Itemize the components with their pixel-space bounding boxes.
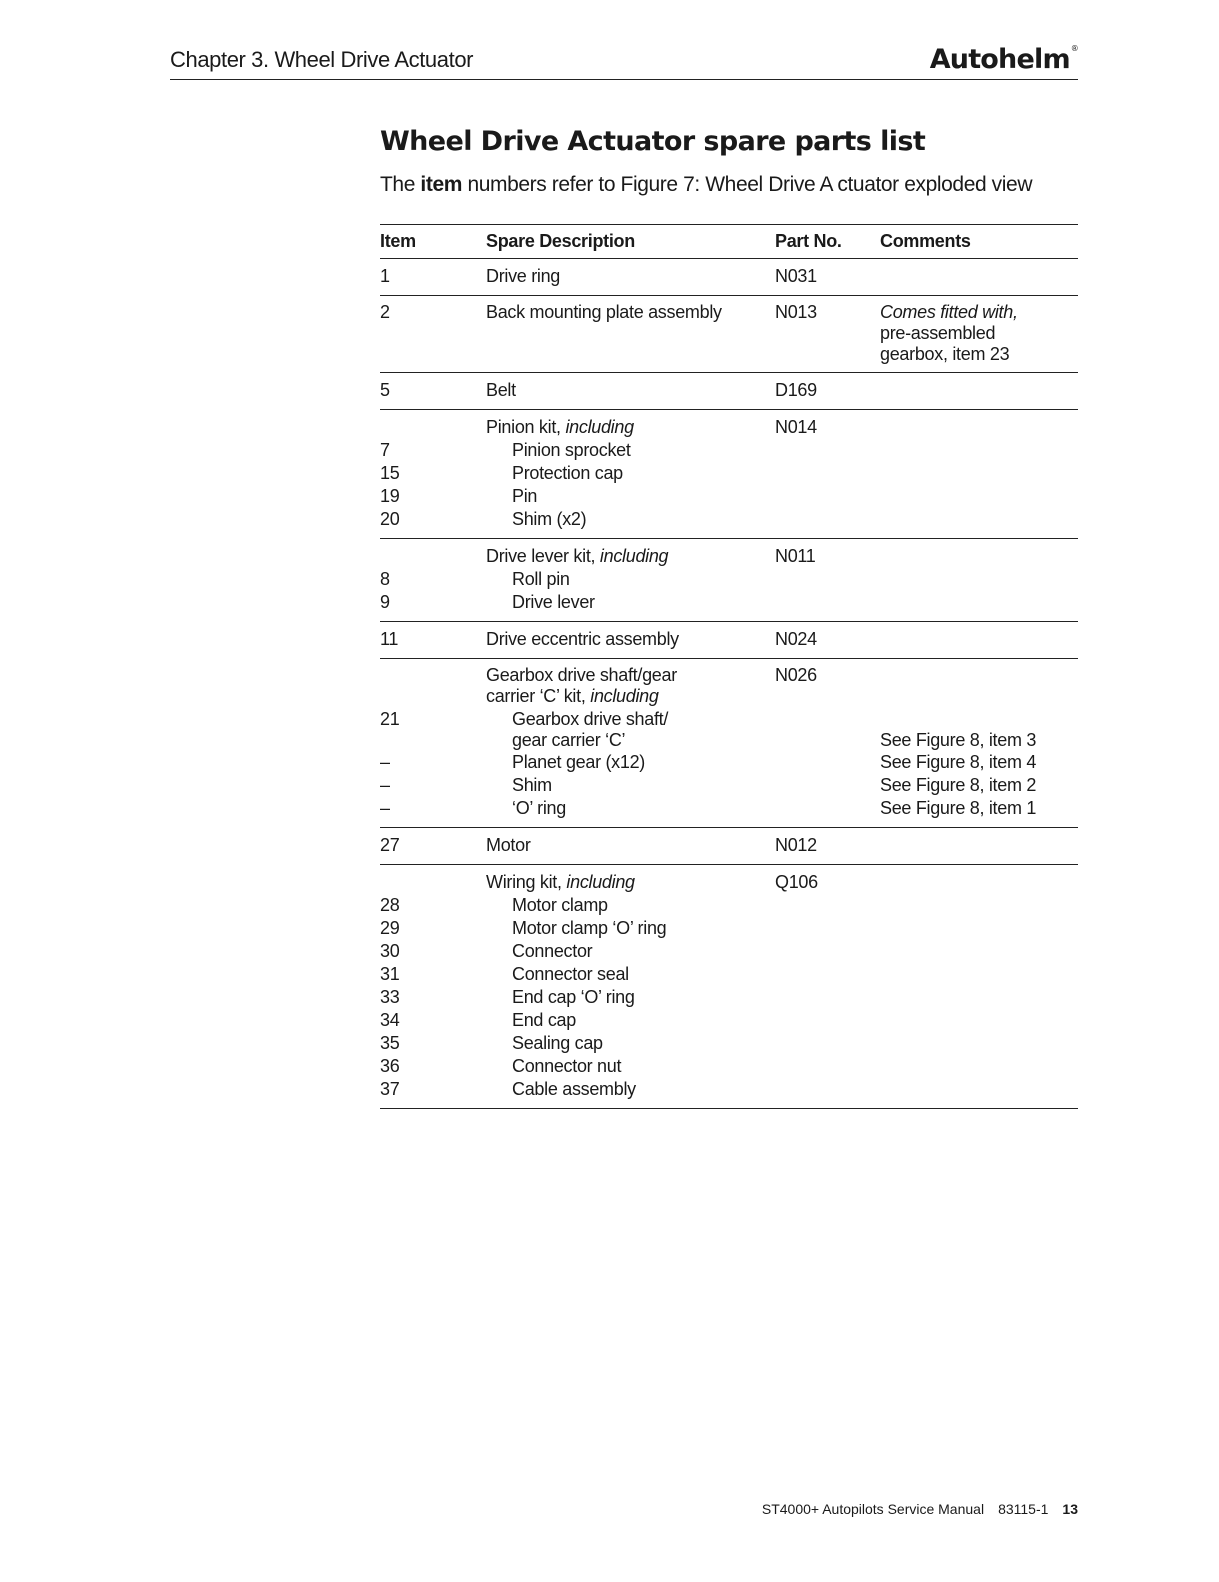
table-row (380, 1055, 1078, 1078)
table-row (380, 628, 1078, 651)
table-row (380, 462, 1078, 485)
kit-description (486, 871, 775, 894)
brand-name: Autohelm (929, 44, 1070, 75)
intro-post: numbers refer to Figure 7: Wheel Drive A ctuator exploded view (462, 173, 1033, 196)
spare-description: End cap (512, 1010, 576, 1030)
table-row (380, 1032, 1078, 1055)
spare-description: Drive lever (512, 592, 595, 612)
item-number: 1 (380, 266, 390, 286)
item-number: 7 (380, 440, 390, 460)
kit-name: Pinion kit, (486, 417, 566, 437)
item-number: 33 (380, 987, 400, 1007)
page-number: 13 (1062, 1501, 1078, 1517)
spare-parts-table (380, 224, 1078, 1109)
table-row-group (380, 259, 1078, 296)
table-row (380, 379, 1078, 402)
table-row (380, 797, 1078, 820)
table-header (380, 225, 1078, 259)
comment: See Figure 8, item 1 (880, 798, 1037, 818)
table-row (380, 1078, 1078, 1101)
item-number (380, 871, 486, 894)
item-number (380, 416, 486, 439)
table-row (380, 439, 1078, 462)
item-number: 2 (380, 302, 390, 322)
table-row (380, 963, 1078, 986)
part-number: N031 (775, 266, 817, 286)
spare-description: Roll pin (512, 569, 570, 589)
part-number (775, 751, 880, 774)
table-row-group (380, 296, 1078, 373)
item-number: 36 (380, 1056, 400, 1076)
item-number: 19 (380, 486, 400, 506)
part-number: N012 (775, 835, 817, 855)
item-number: 8 (380, 569, 390, 589)
comment: See Figure 8, item 4 (880, 752, 1037, 772)
spare-description: Drive eccentric assembly (486, 629, 679, 649)
intro-bold: item (420, 173, 463, 196)
table-row-group (380, 828, 1078, 865)
table-row (380, 591, 1078, 614)
table-row (380, 302, 1078, 365)
table-row (380, 508, 1078, 531)
part-number: Q106 (775, 872, 818, 892)
table-row (380, 917, 1078, 940)
description-line: gear carrier ‘C’ (512, 730, 626, 750)
part-number: N024 (775, 629, 817, 649)
table-row (380, 751, 1078, 774)
kit-including: including (565, 417, 634, 437)
item-number: 37 (380, 1079, 400, 1099)
spare-description: Drive ring (486, 266, 561, 286)
item-number: 5 (380, 380, 390, 400)
comment-line: pre-assembled (880, 323, 996, 343)
table-row (380, 485, 1078, 508)
table-row-group (380, 659, 1078, 828)
spare-description: End cap ‘O’ ring (512, 987, 635, 1007)
comment (880, 628, 1078, 651)
part-number: N011 (775, 546, 816, 566)
table-row (380, 709, 1078, 751)
spare-description: Connector seal (512, 964, 629, 984)
table-row (380, 834, 1078, 857)
registered-mark: ® (1070, 44, 1078, 53)
part-number: N013 (775, 302, 817, 322)
kit-name: Gearbox drive shaft/gear (486, 665, 677, 685)
col-header-comments: Comments (880, 231, 971, 251)
table-row-group (380, 373, 1078, 410)
item-number: – (380, 775, 390, 795)
kit-including: including (566, 872, 635, 892)
table-row-group (380, 622, 1078, 659)
spare-description: Motor clamp (512, 895, 608, 915)
manual-title: ST4000+ Autopilots Service Manual (761, 1501, 985, 1517)
kit-including: including (590, 686, 659, 706)
table-row-group (380, 865, 1078, 1109)
item-number: 20 (380, 509, 400, 529)
item-number: 34 (380, 1010, 400, 1030)
page-footer (762, 1501, 1078, 1517)
spare-description: Motor clamp ‘O’ ring (512, 918, 667, 938)
spare-description: Belt (486, 380, 516, 400)
spare-description: Shim (x2) (512, 509, 587, 529)
description-line: Gearbox drive shaft/ (512, 709, 669, 729)
kit-description (486, 545, 775, 568)
page-header (170, 44, 1078, 80)
item-number: 30 (380, 941, 400, 961)
comment: See Figure 8, item 2 (880, 775, 1037, 795)
item-number: 29 (380, 918, 400, 938)
spare-description: Motor (486, 835, 531, 855)
kit-row (380, 545, 1078, 568)
comment (880, 834, 1078, 857)
item-number: 15 (380, 463, 400, 483)
item-number: 9 (380, 592, 390, 612)
item-number: 35 (380, 1033, 400, 1053)
comment: See Figure 8, item 3 (880, 730, 1037, 750)
spare-description: Protection cap (512, 463, 623, 483)
table-row (380, 1009, 1078, 1032)
item-number: – (380, 798, 390, 818)
spare-description (486, 709, 775, 751)
comment (880, 871, 1078, 894)
kit-name: Wiring kit, (486, 872, 567, 892)
comment (880, 416, 1078, 439)
part-number: N026 (775, 665, 817, 685)
item-number (380, 545, 486, 568)
col-header-part-no: Part No. (775, 231, 842, 251)
item-number: 28 (380, 895, 400, 915)
chapter-title: Chapter 3. Wheel Drive Actuator (170, 47, 474, 72)
intro-text (380, 173, 1032, 197)
kit-name-continued: carrier ‘C’ kit, (486, 686, 591, 706)
table-row-group (380, 410, 1078, 539)
part-number: D169 (775, 380, 817, 400)
spare-description: Pinion sprocket (512, 440, 631, 460)
kit-row (380, 871, 1078, 894)
comment-line: gearbox, item 23 (880, 344, 1010, 364)
intro-pre: The (380, 173, 421, 196)
table-row-group (380, 539, 1078, 622)
brand-logo (930, 44, 1078, 75)
comment (880, 379, 1078, 402)
col-header-description: Spare Description (486, 231, 635, 251)
kit-description (486, 416, 775, 439)
section-title: Wheel Drive Actuator spare parts list (380, 126, 926, 157)
spare-description: Shim (512, 775, 552, 795)
spare-description: Planet gear (x12) (512, 752, 645, 772)
part-number: N014 (775, 417, 817, 437)
table-row (380, 265, 1078, 288)
comment (880, 545, 1078, 568)
kit-including: including (599, 546, 669, 566)
spare-description: Cable assembly (512, 1079, 636, 1099)
comment-line: Comes fitted with, (880, 302, 1018, 322)
spare-description: Connector (512, 941, 593, 961)
table-row (380, 986, 1078, 1009)
table-row (380, 774, 1078, 797)
spare-description: Connector nut (512, 1056, 622, 1076)
col-header-item: Item (380, 231, 416, 251)
kit-row (380, 416, 1078, 439)
kit-name: Drive lever kit, (486, 546, 600, 566)
kit-name-line (486, 686, 775, 707)
table-row (380, 894, 1078, 917)
table-row (380, 568, 1078, 591)
item-number: 21 (380, 709, 400, 729)
spare-description: Sealing cap (512, 1033, 603, 1053)
part-number (775, 774, 880, 797)
item-number: 27 (380, 835, 400, 855)
table-row (380, 940, 1078, 963)
spare-description: ‘O’ ring (512, 798, 566, 818)
kit-row (380, 665, 1078, 707)
kit-description (486, 665, 775, 707)
comment (880, 665, 1078, 707)
item-number (380, 665, 486, 707)
document-number: 83115-1 (998, 1501, 1049, 1517)
comment (880, 265, 1078, 288)
spare-description: Back mounting plate assembly (486, 302, 722, 322)
part-number (775, 797, 880, 820)
comment (880, 302, 1078, 365)
item-number: – (380, 752, 390, 772)
item-number: 11 (380, 629, 399, 649)
spare-description: Pin (512, 486, 538, 506)
item-number: 31 (380, 964, 400, 984)
part-number (775, 709, 880, 751)
